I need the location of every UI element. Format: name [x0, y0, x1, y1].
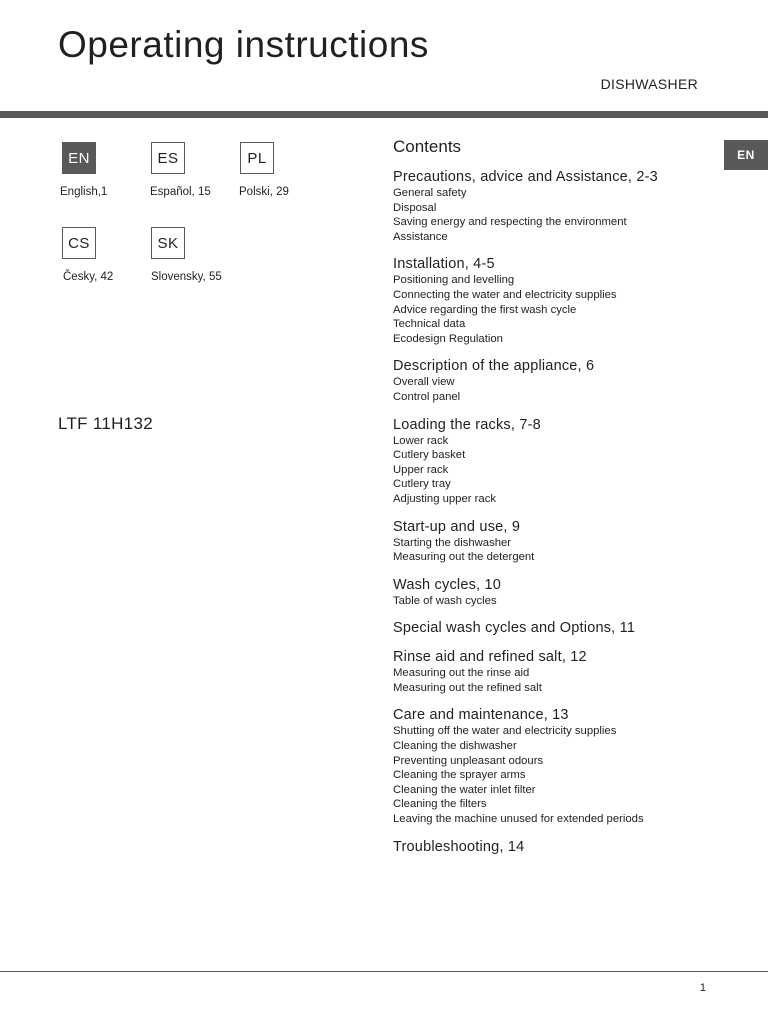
toc-subitem[interactable]: Cutlery tray: [393, 478, 451, 491]
toc-subitem[interactable]: Overall view: [393, 376, 455, 389]
table-of-contents: [393, 169, 733, 868]
toc-subitem[interactable]: Control panel: [393, 390, 461, 403]
toc-subitem[interactable]: Cleaning the water inlet filter: [393, 783, 536, 796]
toc-section-title[interactable]: Installation, 4-5: [393, 256, 495, 273]
page-number: 1: [699, 982, 706, 994]
toc-subitem[interactable]: Saving energy and respecting the environment: [393, 216, 627, 229]
toc-section-title[interactable]: Precautions, advice and Assistance, 2-3: [393, 169, 658, 185]
model-number: LTF 11H132: [58, 414, 153, 433]
toc-section: [393, 519, 733, 565]
toc-subitem[interactable]: Cleaning the sprayer arms: [393, 769, 526, 782]
toc-subitem[interactable]: Advice regarding the first wash cycle: [393, 303, 577, 316]
toc-section: [393, 358, 733, 404]
toc-section: [393, 577, 733, 609]
toc-section: [393, 707, 733, 826]
toc-section: [393, 649, 733, 695]
toc-section-title[interactable]: Loading the racks, 7-8: [393, 416, 541, 433]
product-type: DISHWASHER: [600, 76, 698, 92]
language-code-box: CS: [62, 227, 96, 259]
language-label: English,1: [60, 186, 108, 198]
language-label: Česky, 42: [63, 271, 114, 283]
toc-section: [393, 417, 733, 507]
toc-section-title[interactable]: Wash cycles, 10: [393, 576, 502, 593]
language-sk[interactable]: [151, 227, 222, 283]
toc-subitem[interactable]: Starting the dishwasher: [393, 536, 512, 549]
page-title: Operating instructions: [58, 24, 429, 65]
toc-subitem[interactable]: Measuring out the refined salt: [393, 681, 542, 694]
language-cs[interactable]: [62, 227, 113, 283]
toc-section-title[interactable]: Description of the appliance, 6: [393, 358, 595, 375]
toc-subitem[interactable]: Leaving the machine unused for extended periods: [393, 813, 644, 826]
toc-subitem[interactable]: Measuring out the detergent: [393, 551, 535, 564]
language-label: Slovensky, 55: [151, 271, 222, 283]
language-code-box: ES: [151, 142, 185, 174]
toc-subitem[interactable]: Table of wash cycles: [393, 594, 497, 607]
footer-divider: [0, 971, 768, 972]
toc-subitem[interactable]: Lower rack: [393, 434, 449, 447]
toc-subitem[interactable]: Cutlery basket: [393, 449, 466, 462]
toc-section-title[interactable]: Care and maintenance, 13: [393, 707, 569, 724]
toc-section-title[interactable]: Special wash cycles and Options, 11: [393, 620, 636, 637]
toc-subitem[interactable]: Cleaning the filters: [393, 798, 487, 811]
toc-subitem[interactable]: Adjusting upper rack: [393, 492, 496, 505]
language-en[interactable]: [62, 142, 107, 198]
toc-section: [393, 256, 733, 346]
language-code-box: SK: [151, 227, 185, 259]
toc-subitem[interactable]: Ecodesign Regulation: [393, 332, 503, 345]
language-label: Polski, 29: [239, 186, 289, 198]
language-label: Español, 15: [150, 186, 211, 198]
toc-section: [393, 839, 733, 856]
toc-subitem[interactable]: Measuring out the rinse aid: [393, 667, 530, 680]
toc-subitem[interactable]: Connecting the water and electricity supplies: [393, 288, 617, 301]
language-code-box: PL: [240, 142, 274, 174]
language-code-box: EN: [62, 142, 96, 174]
toc-subitem[interactable]: General safety: [393, 187, 467, 199]
header-divider: [0, 111, 768, 118]
toc-section: [393, 620, 733, 637]
toc-subitem[interactable]: Preventing unpleasant odours: [393, 754, 544, 767]
toc-section: [393, 169, 733, 244]
toc-subitem[interactable]: Technical data: [393, 318, 466, 331]
toc-section-title[interactable]: Troubleshooting, 14: [393, 838, 525, 855]
toc-subitem[interactable]: Positioning and levelling: [393, 274, 515, 287]
toc-subitem[interactable]: Upper rack: [393, 463, 449, 476]
language-tab-en[interactable]: EN: [724, 140, 768, 170]
contents-heading: Contents: [393, 137, 462, 156]
toc-subitem[interactable]: Cleaning the dishwasher: [393, 740, 517, 753]
toc-subitem[interactable]: Shutting off the water and electricity supplies: [393, 725, 617, 738]
language-pl[interactable]: [240, 142, 289, 198]
toc-section-title[interactable]: Rinse aid and refined salt, 12: [393, 649, 587, 666]
toc-subitem[interactable]: Disposal: [393, 201, 437, 214]
toc-subitem[interactable]: Assistance: [393, 230, 448, 243]
language-es[interactable]: [151, 142, 211, 198]
toc-section-title[interactable]: Start-up and use, 9: [393, 518, 521, 535]
